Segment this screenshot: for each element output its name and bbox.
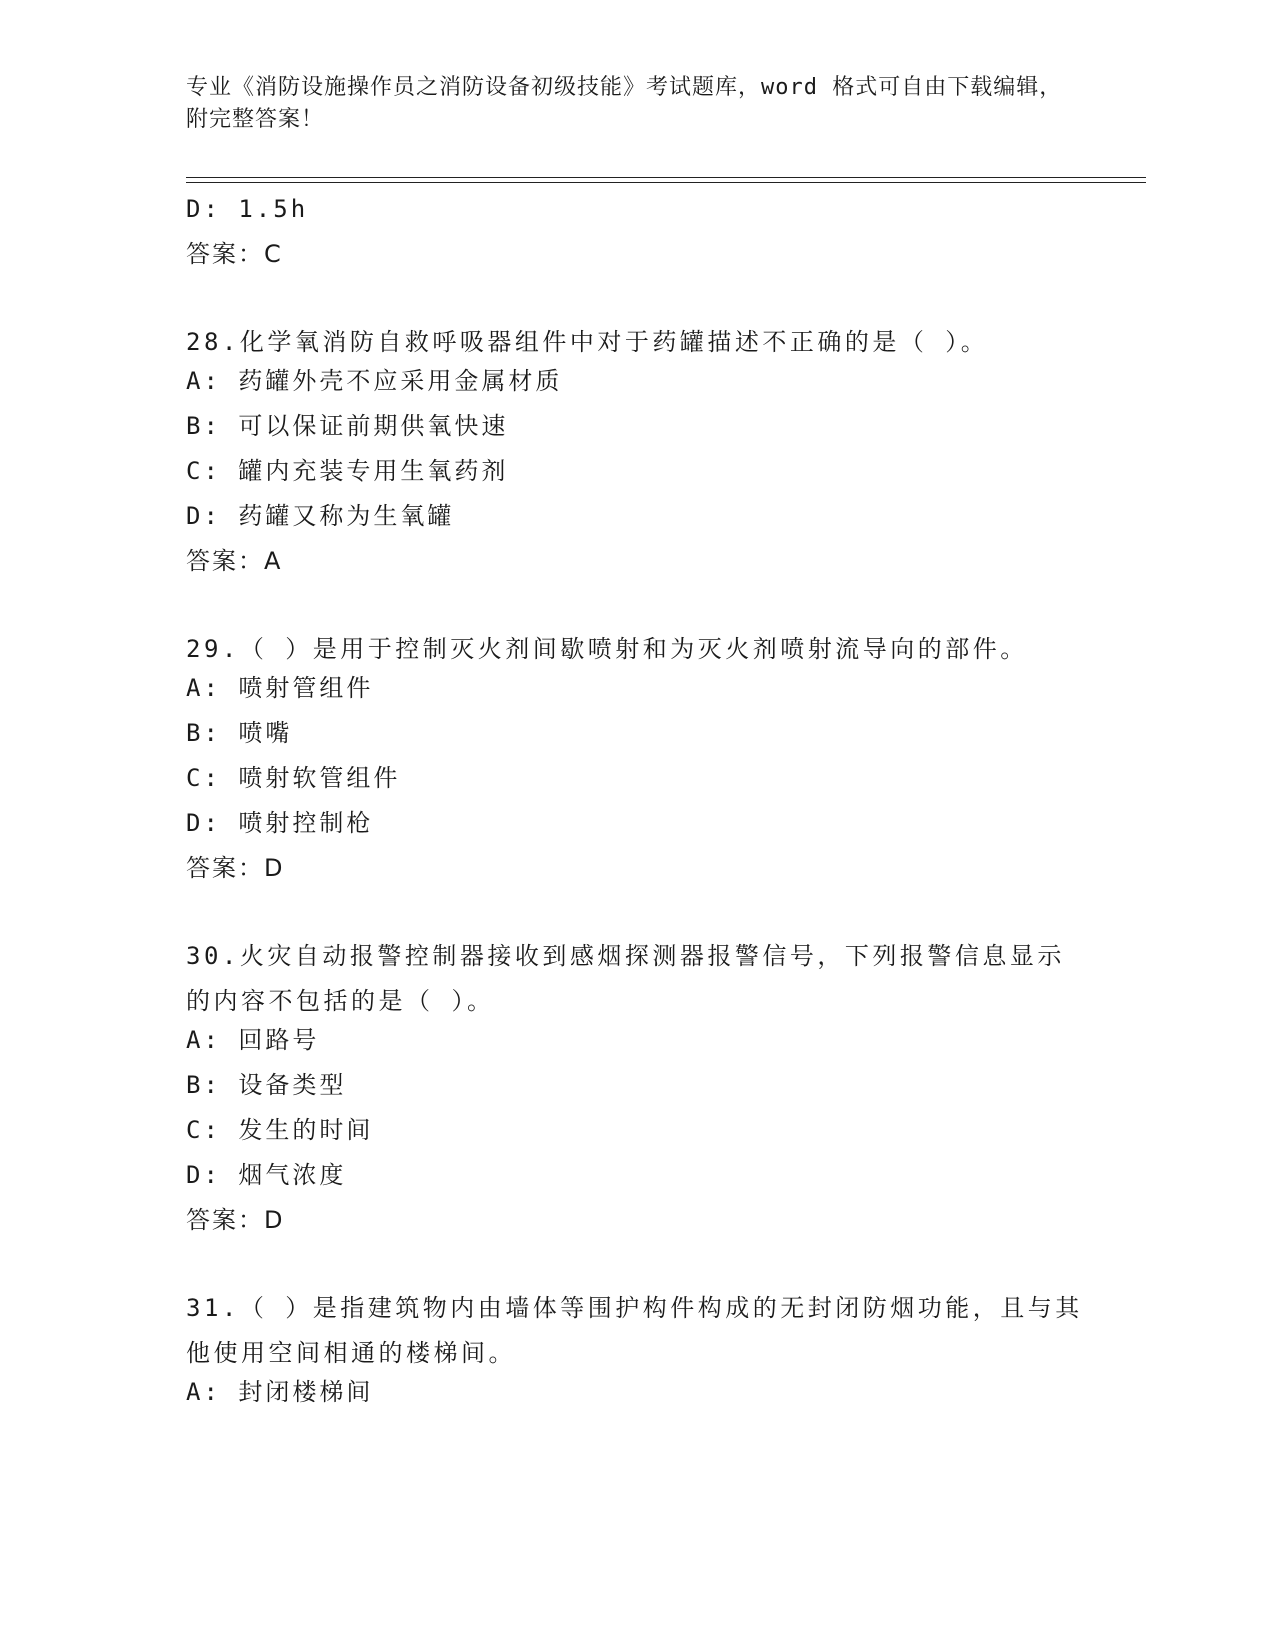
answer-carryover: 答案：C	[186, 240, 283, 268]
option-b: B: 设备类型	[186, 1071, 347, 1099]
option-d: D: 药罐又称为生氧罐	[186, 502, 455, 530]
option-a: A: 封闭楼梯间	[186, 1378, 374, 1406]
page-content	[186, 193, 1086, 1421]
option-d-carryover: D: 1.5h	[186, 195, 309, 223]
option-a: A: 喷射管组件	[186, 674, 374, 702]
option-d: D: 烟气浓度	[186, 1161, 347, 1189]
answer: 答案：A	[186, 547, 283, 575]
option-b: B: 喷嘴	[186, 719, 293, 747]
document-header: 专业《消防设施操作员之消防设备初级技能》考试题库，word 格式可自由下载编辑，附完整答案！	[186, 75, 1063, 132]
question-29	[186, 627, 1086, 884]
question-text: 28.化学氧消防自救呼吸器组件中对于药罐描述不正确的是（ ）。	[186, 328, 989, 356]
question-31	[186, 1286, 1086, 1408]
option-d: D: 喷射控制枪	[186, 809, 374, 837]
option-a: A: 药罐外壳不应采用金属材质	[186, 367, 563, 395]
answer: 答案：D	[186, 1206, 285, 1234]
question-text: 29.（ ）是用于控制灭火剂间歇喷射和为灭火剂喷射流导向的部件。	[186, 635, 1028, 663]
option-c: C: 罐内充装专用生氧药剂	[186, 457, 509, 485]
option-c: C: 喷射软管组件	[186, 764, 401, 792]
header-rule-thin	[186, 182, 1146, 183]
answer: 答案：D	[186, 854, 285, 882]
option-b: B: 可以保证前期供氧快速	[186, 412, 509, 440]
header-rule-thick	[186, 177, 1146, 178]
option-c: C: 发生的时间	[186, 1116, 374, 1144]
question-text: 31.（ ）是指建筑物内由墙体等围护构件构成的无封闭防烟功能，且与其他使用空间相通的楼梯间。	[186, 1294, 1083, 1367]
question-30	[186, 934, 1086, 1236]
question-28	[186, 320, 1086, 577]
question-text: 30.火灾自动报警控制器接收到感烟探测器报警信号，下列报警信息显示的内容不包括的是（ ）。	[186, 942, 1065, 1015]
option-a: A: 回路号	[186, 1026, 320, 1054]
